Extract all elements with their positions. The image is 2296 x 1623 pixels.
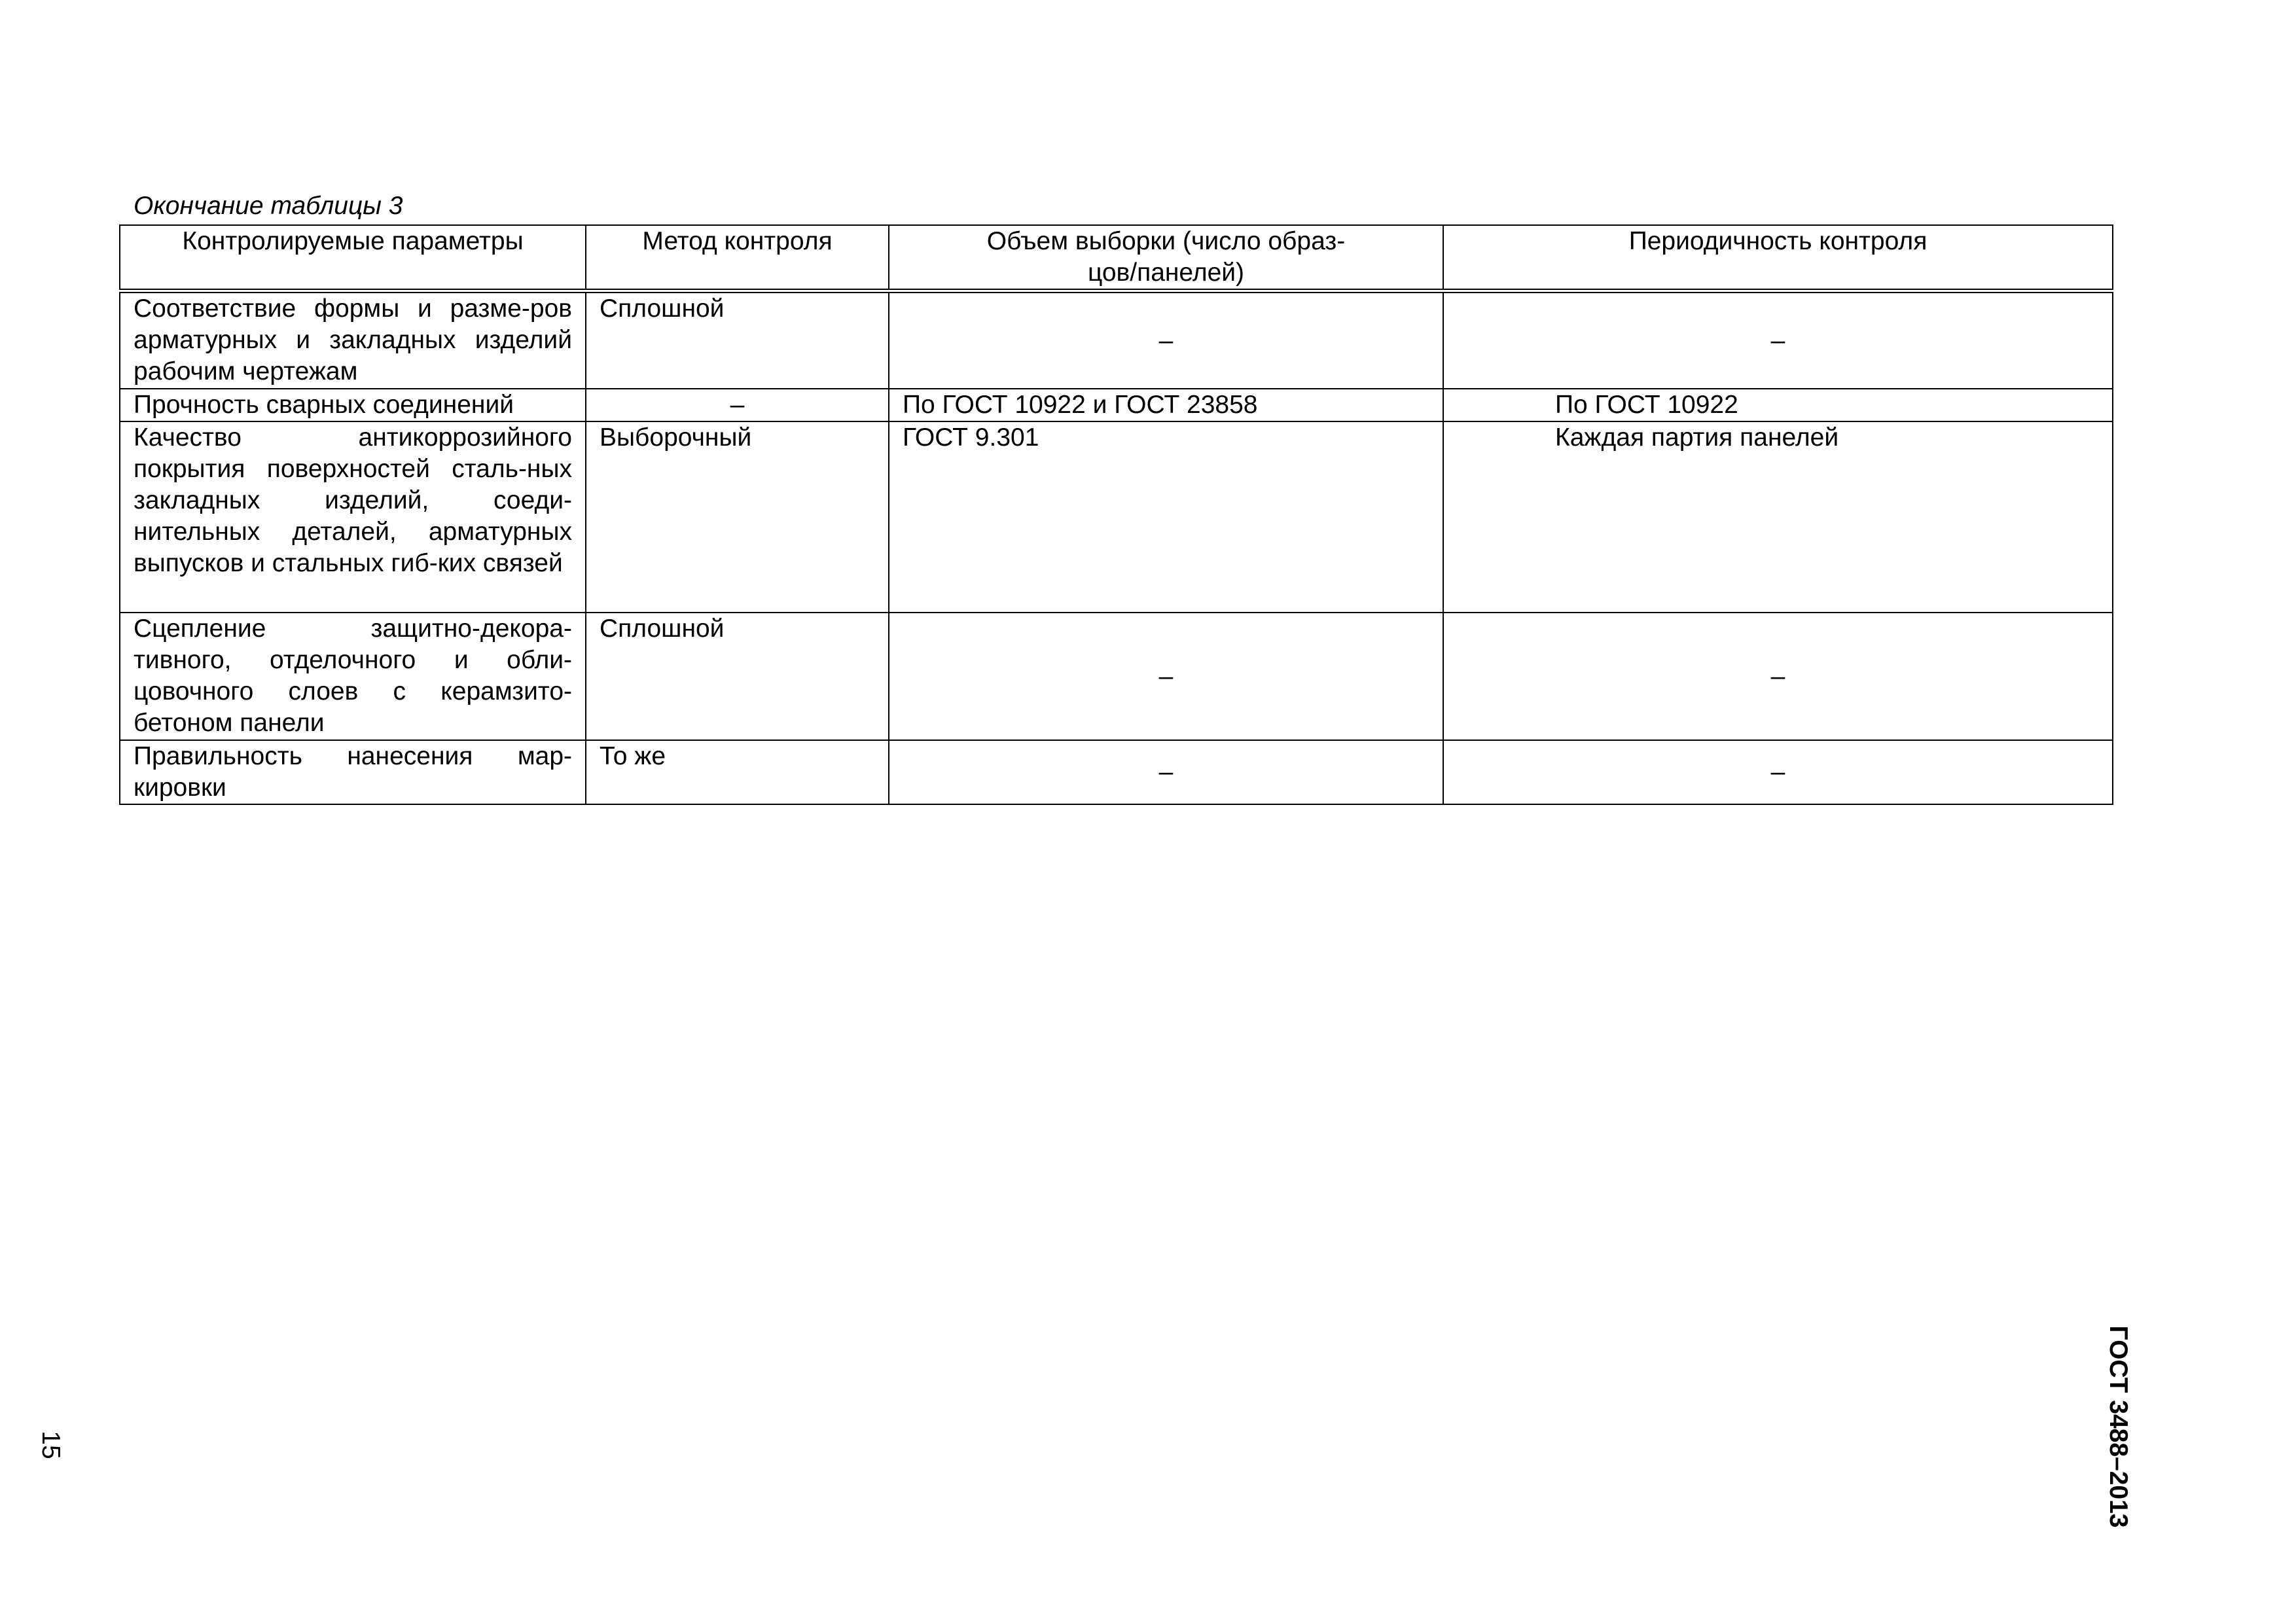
cell-period: –	[1443, 291, 2113, 389]
header-sample-size	[889, 225, 1443, 291]
table-header-row	[120, 225, 2113, 291]
cell-method: Сплошной	[586, 613, 889, 740]
cell-period: Каждая партия панелей	[1443, 421, 2113, 613]
cell-period: –	[1443, 740, 2113, 804]
cell-sample: По ГОСТ 10922 и ГОСТ 23858	[889, 389, 1443, 421]
header-control-method: Метод контроля	[586, 225, 889, 291]
cell-param: Качество антикоррозийного покрытия поверхностей сталь-ных закладных изделий, соеди-нительных деталей, арматурных выпусков и стальных гиб-ких связей	[120, 421, 586, 613]
table-row	[120, 291, 2113, 389]
document-code: ГОСТ 3488–2013	[2104, 1325, 2132, 1528]
page-number: 15	[37, 1431, 65, 1459]
cell-param: Сцепление защитно-декора-тивного, отделочного и обли-цовочного слоев с керамзито-бетоном панели	[120, 613, 586, 740]
cell-param: Правильность нанесения мар-кировки	[120, 740, 586, 804]
cell-sample: –	[889, 613, 1443, 740]
table-row	[120, 740, 2113, 804]
cell-sample: –	[889, 291, 1443, 389]
table-row	[120, 613, 2113, 740]
control-parameters-table	[119, 224, 2113, 805]
table-row	[120, 421, 2113, 613]
cell-method: То же	[586, 740, 889, 804]
table-row	[120, 389, 2113, 421]
header-sample-size-text: Объем выборки (число образ-цов/панелей)	[986, 227, 1346, 287]
cell-param: Прочность сварных соединений	[120, 389, 586, 421]
cell-sample: –	[889, 740, 1443, 804]
header-controlled-parameters: Контролируемые параметры	[120, 225, 586, 291]
cell-period: –	[1443, 613, 2113, 740]
table-caption: Окончание таблицы 3	[134, 192, 403, 220]
cell-period: По ГОСТ 10922	[1443, 389, 2113, 421]
cell-param: Соответствие формы и разме-ров арматурных и закладных изделий рабочим чертежам	[120, 291, 586, 389]
cell-method: Выборочный	[586, 421, 889, 613]
cell-method: –	[586, 389, 889, 421]
header-control-frequency: Периодичность контроля	[1443, 225, 2113, 291]
cell-sample: ГОСТ 9.301	[889, 421, 1443, 613]
cell-method: Сплошной	[586, 291, 889, 389]
